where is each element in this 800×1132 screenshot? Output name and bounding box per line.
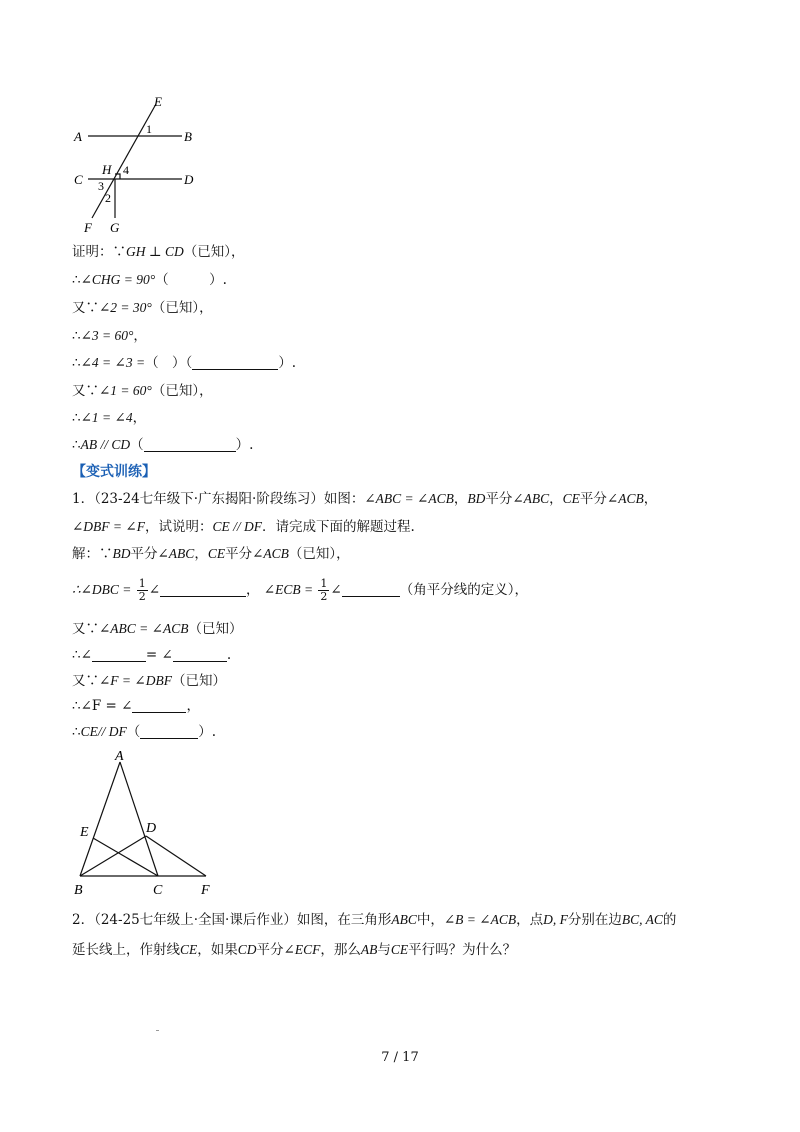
answer-blank[interactable] [160,582,246,597]
proof-line-4: ∴∠3 = 60°， [72,328,147,344]
fraction-half: $\frac{1}{2}$ [138,577,146,603]
segment-df [146,836,206,876]
label-e: E [154,94,162,109]
q1-line-9: ∴CE// DF（ ）. [72,724,217,740]
segment-ce [93,838,158,876]
label-f: F [201,883,210,898]
proof-line-6: 又∵∠1 = 60°（已知）， [72,383,213,399]
q1-line-8: ∴∠F = ∠ ， [72,698,200,714]
q1-line-7: 又∵∠F = ∠DBF（已知） [72,673,226,689]
label-angle-1: 1 [146,122,152,136]
answer-blank[interactable] [140,724,198,739]
proof-line-5: ∴∠4 = ∠3 =（ ）（ ）. [72,355,297,371]
page-mark [156,1030,159,1031]
label-e: E [80,825,89,840]
proof-line-3: 又∵∠2 = 30°（已知）， [72,300,213,316]
answer-blank[interactable] [342,582,400,597]
label-h: H [102,162,112,177]
label-angle-2: 2 [105,191,111,205]
proof-line-1: 证明：∵GH ⊥ CD（已知）， [72,244,245,260]
answer-blank[interactable] [132,698,186,713]
label-a: A [115,749,124,764]
label-b: B [74,883,83,898]
label-d: D [146,821,157,836]
label-f: F [84,220,92,235]
label-g: G [110,220,120,235]
q2-line-2: 延长线上，作射线CE，如果CD平分∠ECF，那么AB与CE平行吗？为什么？ [72,942,517,958]
proof-line-7: ∴∠1 = ∠4， [72,410,147,426]
q1-line-5: 又∵∠ABC = ∠ACB（已知） [72,621,243,637]
segment-bd [80,836,146,876]
q1-line-6: ∴∠ = ∠ . [72,647,232,663]
label-a: A [74,129,82,144]
q2-line-1: 2．（24-25七年级上·全国·课后作业）如图，在三角形ABC中，∠B = ∠ACB，点D, F分别在边BC, AC的 [72,912,677,928]
label-angle-3: 3 [98,179,104,193]
segment-ab [80,762,120,876]
fraction-half: $\frac{1}{2}$ [320,577,328,603]
answer-blank[interactable] [92,647,146,662]
q1-line-4: ∴∠DBC = $\frac{1}{2}$ ∠ ， ∠ECB = $\frac{1}{2}$ ∠ （角平分线的定义）， [72,577,528,603]
section-title: 【变式训练】 [72,464,156,480]
proof-line-8: ∴AB // CD（ ）. [72,437,254,453]
label-c: C [74,172,83,187]
figure-parallel-lines [60,92,220,238]
figure-triangle [66,748,226,898]
label-c: C [153,883,163,898]
answer-blank[interactable] [192,355,278,370]
answer-blank[interactable] [173,647,227,662]
q1-line-3: 解：∵BD平分∠ABC，CE平分∠ACB（已知）， [72,546,350,562]
label-b: B [184,129,192,144]
proof-line-2: ∴∠CHG = 90°（ ）. [72,272,227,288]
q1-line-2: ∠DBF = ∠F，试说明：CE // DF．请完成下面的解题过程. [72,519,415,535]
answer-blank[interactable] [144,437,236,452]
segment-ac [120,762,158,876]
page-number: 7 / 17 [381,1050,419,1065]
label-d: D [184,172,194,187]
label-angle-4: 4 [123,163,129,177]
q1-line-1: 1．（23-24七年级下·广东揭阳·阶段练习）如图：∠ABC = ∠ACB，BD平分∠ABC，CE平分∠ACB， [72,491,658,507]
